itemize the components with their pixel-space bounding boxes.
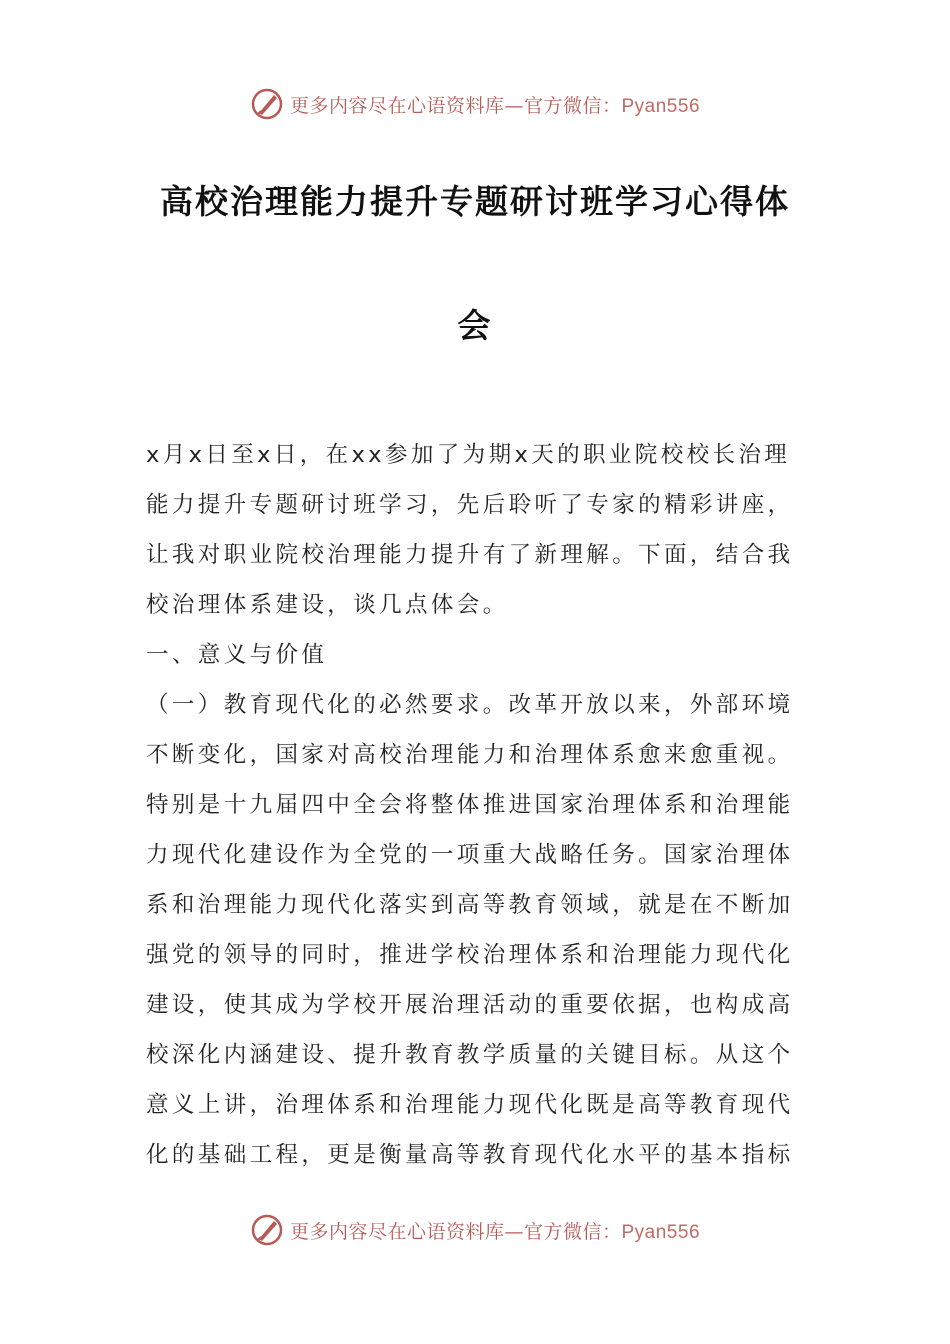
body-line: 校深化内涵建设、提升教育教学质量的关键目标。从这个 xyxy=(146,1042,794,1068)
body-line: （一）教育现代化的必然要求。改革开放以来，外部环境 xyxy=(146,692,794,718)
body-line: 强党的领导的同时，推进学校治理体系和治理能力现代化 xyxy=(146,942,794,968)
body-line: 化的基础工程，更是衡量高等教育现代化水平的基本指标 xyxy=(146,1142,794,1168)
body-line: 系和治理能力现代化落实到高等教育领域，就是在不断加 xyxy=(146,892,794,918)
watermark-text: 更多内容尽在心语资料库—官方微信：Pyan556 xyxy=(289,94,701,117)
body-line: 意义上讲，治理体系和治理能力现代化既是高等教育现代 xyxy=(146,1092,794,1118)
watermark-banner-bottom xyxy=(0,1210,950,1250)
body-line: 建设，使其成为学校开展治理活动的重要依据，也构成高 xyxy=(146,992,794,1018)
section-heading: 一、意义与价值 xyxy=(146,642,328,668)
wechat-id: Pyan556 xyxy=(621,95,701,117)
body-line: x月x日至x日，在xx参加了为期x天的职业院校校长治理 xyxy=(146,442,791,468)
document-title-line-1: 高校治理能力提升专题研讨班学习心得体 xyxy=(160,182,790,221)
quill-logo-icon xyxy=(250,87,284,121)
body-line: 不断变化，国家对高校治理能力和治理体系愈来愈重视。 xyxy=(146,742,794,768)
document-title-line-2: 会 xyxy=(457,306,493,345)
body-line: 校治理体系建设，谈几点体会。 xyxy=(146,592,509,618)
body-line: 能力提升专题研讨班学习，先后聆听了专家的精彩讲座， xyxy=(146,492,794,518)
quill-logo-icon xyxy=(250,1213,284,1247)
wechat-id: Pyan556 xyxy=(621,1221,701,1243)
body-line: 让我对职业院校治理能力提升有了新理解。下面，结合我 xyxy=(146,542,794,568)
body-line: 力现代化建设作为全党的一项重大战略任务。国家治理体 xyxy=(146,842,794,868)
watermark-text: 更多内容尽在心语资料库—官方微信：Pyan556 xyxy=(289,1220,701,1243)
watermark-banner-top xyxy=(0,84,950,124)
document-body xyxy=(146,430,806,1180)
body-line: 特别是十九届四中全会将整体推进国家治理体系和治理能 xyxy=(146,792,794,818)
